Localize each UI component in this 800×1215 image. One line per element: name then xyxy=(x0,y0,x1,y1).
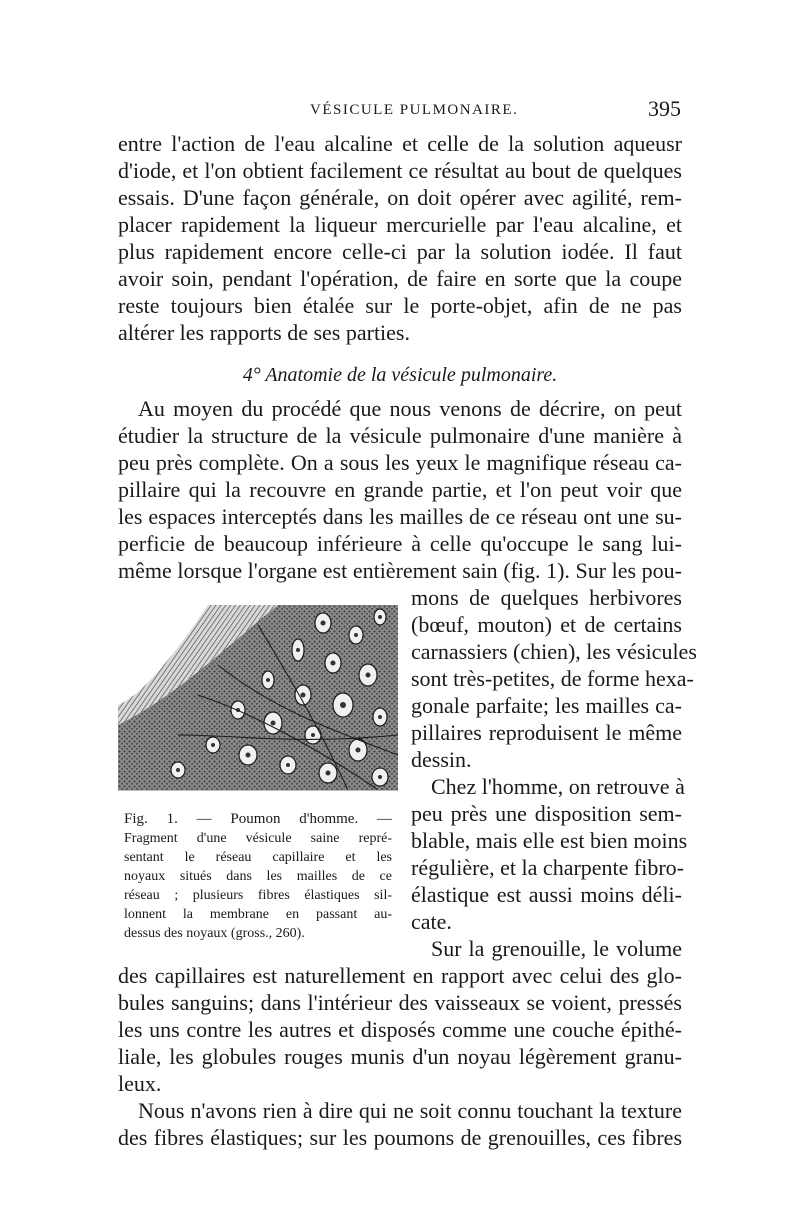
caption-line: noyaux situés dans les mailles de ce xyxy=(124,869,392,884)
text-line: même lorsque l'organe est entièrement sain (fig. 1). Sur les pou- xyxy=(118,558,682,583)
page-number: 395 xyxy=(648,96,681,121)
text-line: étudier la structure de la vésicule pulmonaire d'une manière à xyxy=(118,423,682,448)
text-line: entre l'action de l'eau alcaline et celle de la solution aqueusr xyxy=(118,131,682,156)
text-line: perficie de beaucoup inférieure à celle qu'occupe le sang lui- xyxy=(118,531,682,556)
text-line: Chez l'homme, on retrouve à xyxy=(431,774,685,799)
text-line: pillaire qui la recouvre en grande partie, et l'on peut voir que xyxy=(118,477,682,502)
caption-line: réseau ; plusieurs fibres élastiques sil- xyxy=(124,888,392,903)
text-line: (bœuf, mouton) et de certains xyxy=(411,612,682,637)
text-line: des capillaires est naturellement en rapport avec celui des glo- xyxy=(118,963,682,988)
running-head xyxy=(0,96,800,126)
caption-line: Fig. 1. — Poumon d'homme. — xyxy=(124,811,392,827)
text-line: Nous n'avons rien à dire qui ne soit connu touchant la texture xyxy=(138,1098,682,1123)
running-head-title: VÉSICULE PULMONAIRE. xyxy=(310,102,519,118)
text-line: mons de quelques herbivores xyxy=(411,585,682,610)
text-line: gonale parfaite; les mailles ca- xyxy=(411,693,682,718)
caption-line: Fragment d'une vésicule saine repré- xyxy=(124,831,392,846)
caption-line: dessus des noyaux (gross., 260). xyxy=(124,926,305,941)
text-line: les uns contre les autres et disposés comme une couche épithé- xyxy=(118,1017,682,1042)
text-line: bules sanguins; dans l'intérieur des vaisseaux se voient, pressés xyxy=(118,990,682,1015)
text-line: des fibres élastiques; sur les poumons de grenouilles, ces fibres xyxy=(118,1125,682,1150)
text-line: liale, les globules rouges munis d'un noyau légèrement granu- xyxy=(118,1044,682,1069)
text-line: avoir soin, pendant l'opération, de faire en sorte que la coupe xyxy=(118,266,682,291)
text-line: placer rapidement la liqueur mercurielle par l'eau alcaline, et xyxy=(118,212,682,237)
text-line: altérer les rapports de ses parties. xyxy=(118,320,410,345)
text-line: cate. xyxy=(411,909,452,934)
caption-line: sentant le réseau capillaire et les xyxy=(124,850,392,865)
text-line: d'iode, et l'on obtient facilement ce résultat au bout de quelques xyxy=(118,158,682,183)
text-line: plus rapidement encore celle-ci par la solution iodée. Il faut xyxy=(118,239,682,264)
text-line: élastique est aussi moins déli- xyxy=(411,882,682,907)
text-line: leux. xyxy=(118,1071,162,1096)
section-heading: 4° Anatomie de la vésicule pulmonaire. xyxy=(242,364,558,386)
text-line: dessin. xyxy=(411,747,472,772)
text-line: peu près une disposition sem- xyxy=(411,801,682,826)
text-line: carnassiers (chien), les vésicules xyxy=(411,639,697,664)
text-line: peu près complète. On a sous les yeux le magnifique réseau ca- xyxy=(118,450,682,475)
caption-line: lonnent la membrane en passant au- xyxy=(124,907,392,922)
figure-caption xyxy=(124,810,392,943)
text-line: Sur la grenouille, le volume xyxy=(431,936,682,961)
text-line: sont très-petites, de forme hexa- xyxy=(411,666,694,691)
text-line: essais. D'une façon générale, on doit opérer avec agilité, rem- xyxy=(118,185,682,210)
text-line: Au moyen du procédé que nous venons de décrire, on peut xyxy=(138,396,682,421)
text-line: régulière, et la charpente fibro- xyxy=(411,855,685,880)
text-line: blable, mais elle est bien moins xyxy=(411,828,688,853)
text-line: reste toujours bien étalée sur le porte-objet, afin de ne pas xyxy=(118,293,682,318)
text-line: pillaires reproduisent le même xyxy=(411,720,682,745)
lung-vesicle-figure xyxy=(118,605,398,805)
text-line: les espaces interceptés dans les mailles de ce réseau ont une su- xyxy=(118,504,682,529)
